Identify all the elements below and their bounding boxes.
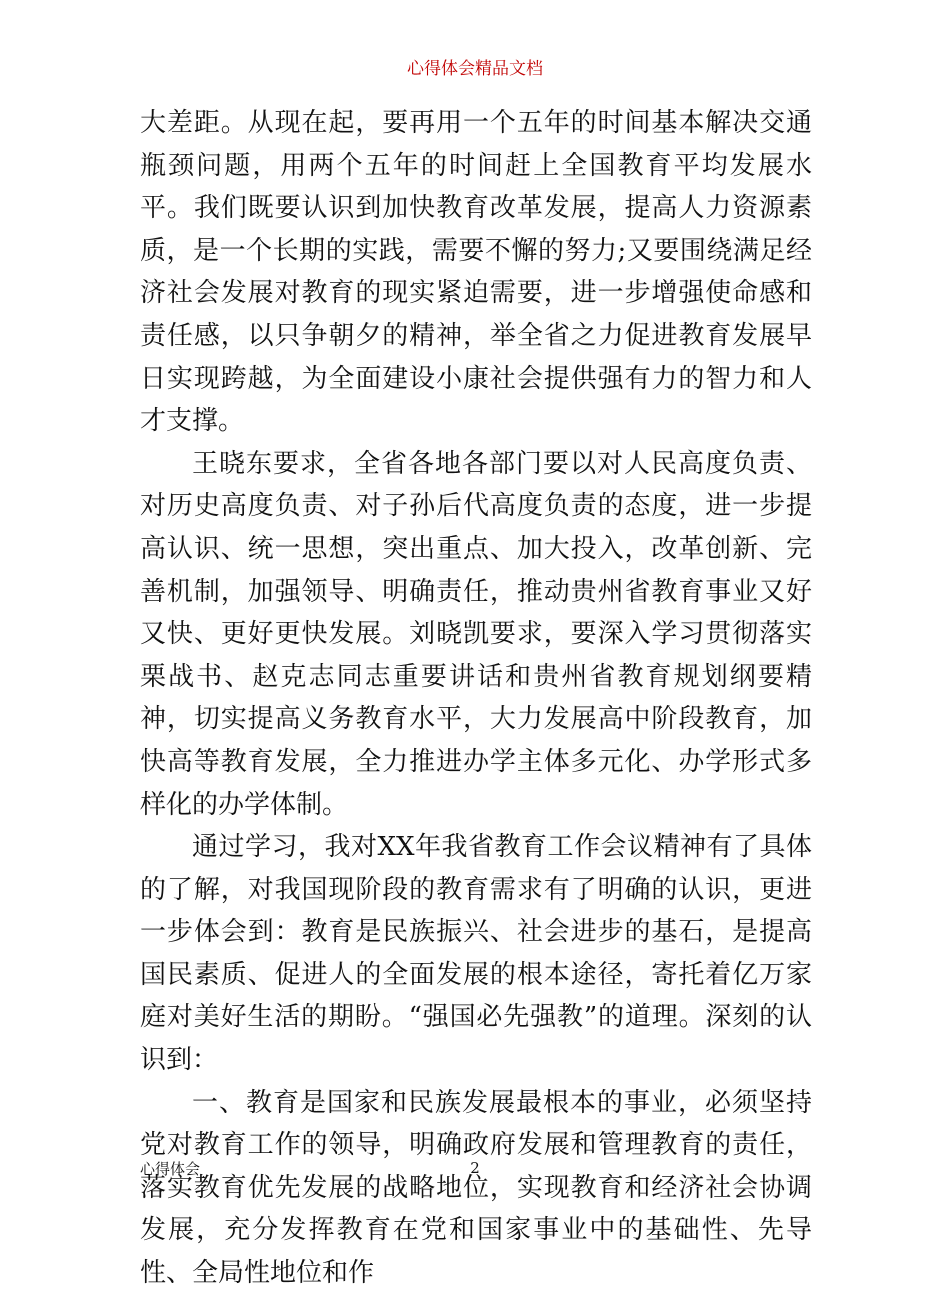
page-footer-label: 心得体会 [140,1160,201,1178]
document-body [140,102,812,1295]
paragraph-point-one: 一、教育是国家和民族发展最根本的事业，必须坚持党对教育工作的领导，明确政府发展和管理教育的责任，落实教育优先发展的战略地位，实现教育和经济社会协调发展，充分发挥教育在党和国家事业中的基础性、先导性、全局性地位和作 [140,1087,812,1289]
paragraph-wang-xiaodong: 王晓东要求，全省各地各部门要以对人民高度负责、对历史高度负责、对子孙后代高度负责的态度，进一步提高认识、统一思想，突出重点、加大投入，改革创新、完善机制，加强领导、明确责任，推动贵州省教育事业又好又快、更好更快发展。刘晓凯要求，要深入学习贯彻落实栗战书、赵克志同志重要讲话和贵州省教育规划纲要精神，切实提高义务教育水平，大力发展高中阶段教育，加快高等教育发展，全力推进办学主体多元化、办学形式多样化的办学体制。 [140,448,812,820]
paragraph-learning-reflection: 通过学习，我对XX年我省教育工作会议精神有了具体的了解，对我国现阶段的教育需求有了明确的认识，更进一步体会到：教育是民族振兴、社会进步的基石，是提高国民素质、促进人的全面发展的根本途径，寄托着亿万家庭对美好生活的期盼。“强国必先强教”的道理。深刻的认识到： [140,832,812,1076]
paragraph-continuation: 大差距。从现在起，要再用一个五年的时间基本解决交通瓶颈问题，用两个五年的时间赶上全国教育平均发展水平。我们既要认识到加快教育改革发展，提高人力资源素质，是一个长期的实践，需要不懈的努力;又要围绕满足经济社会发展对教育的现实紧迫需要，进一步增强使命感和责任感，以只争朝夕的精神，举全省之力促进教育发展早日实现跨越，为全面建设小康社会提供强有力的智力和人才支撑。 [140,108,812,437]
page-header-title: 心得体会精品文档 [407,59,543,79]
page-number: 2 [470,1159,480,1177]
